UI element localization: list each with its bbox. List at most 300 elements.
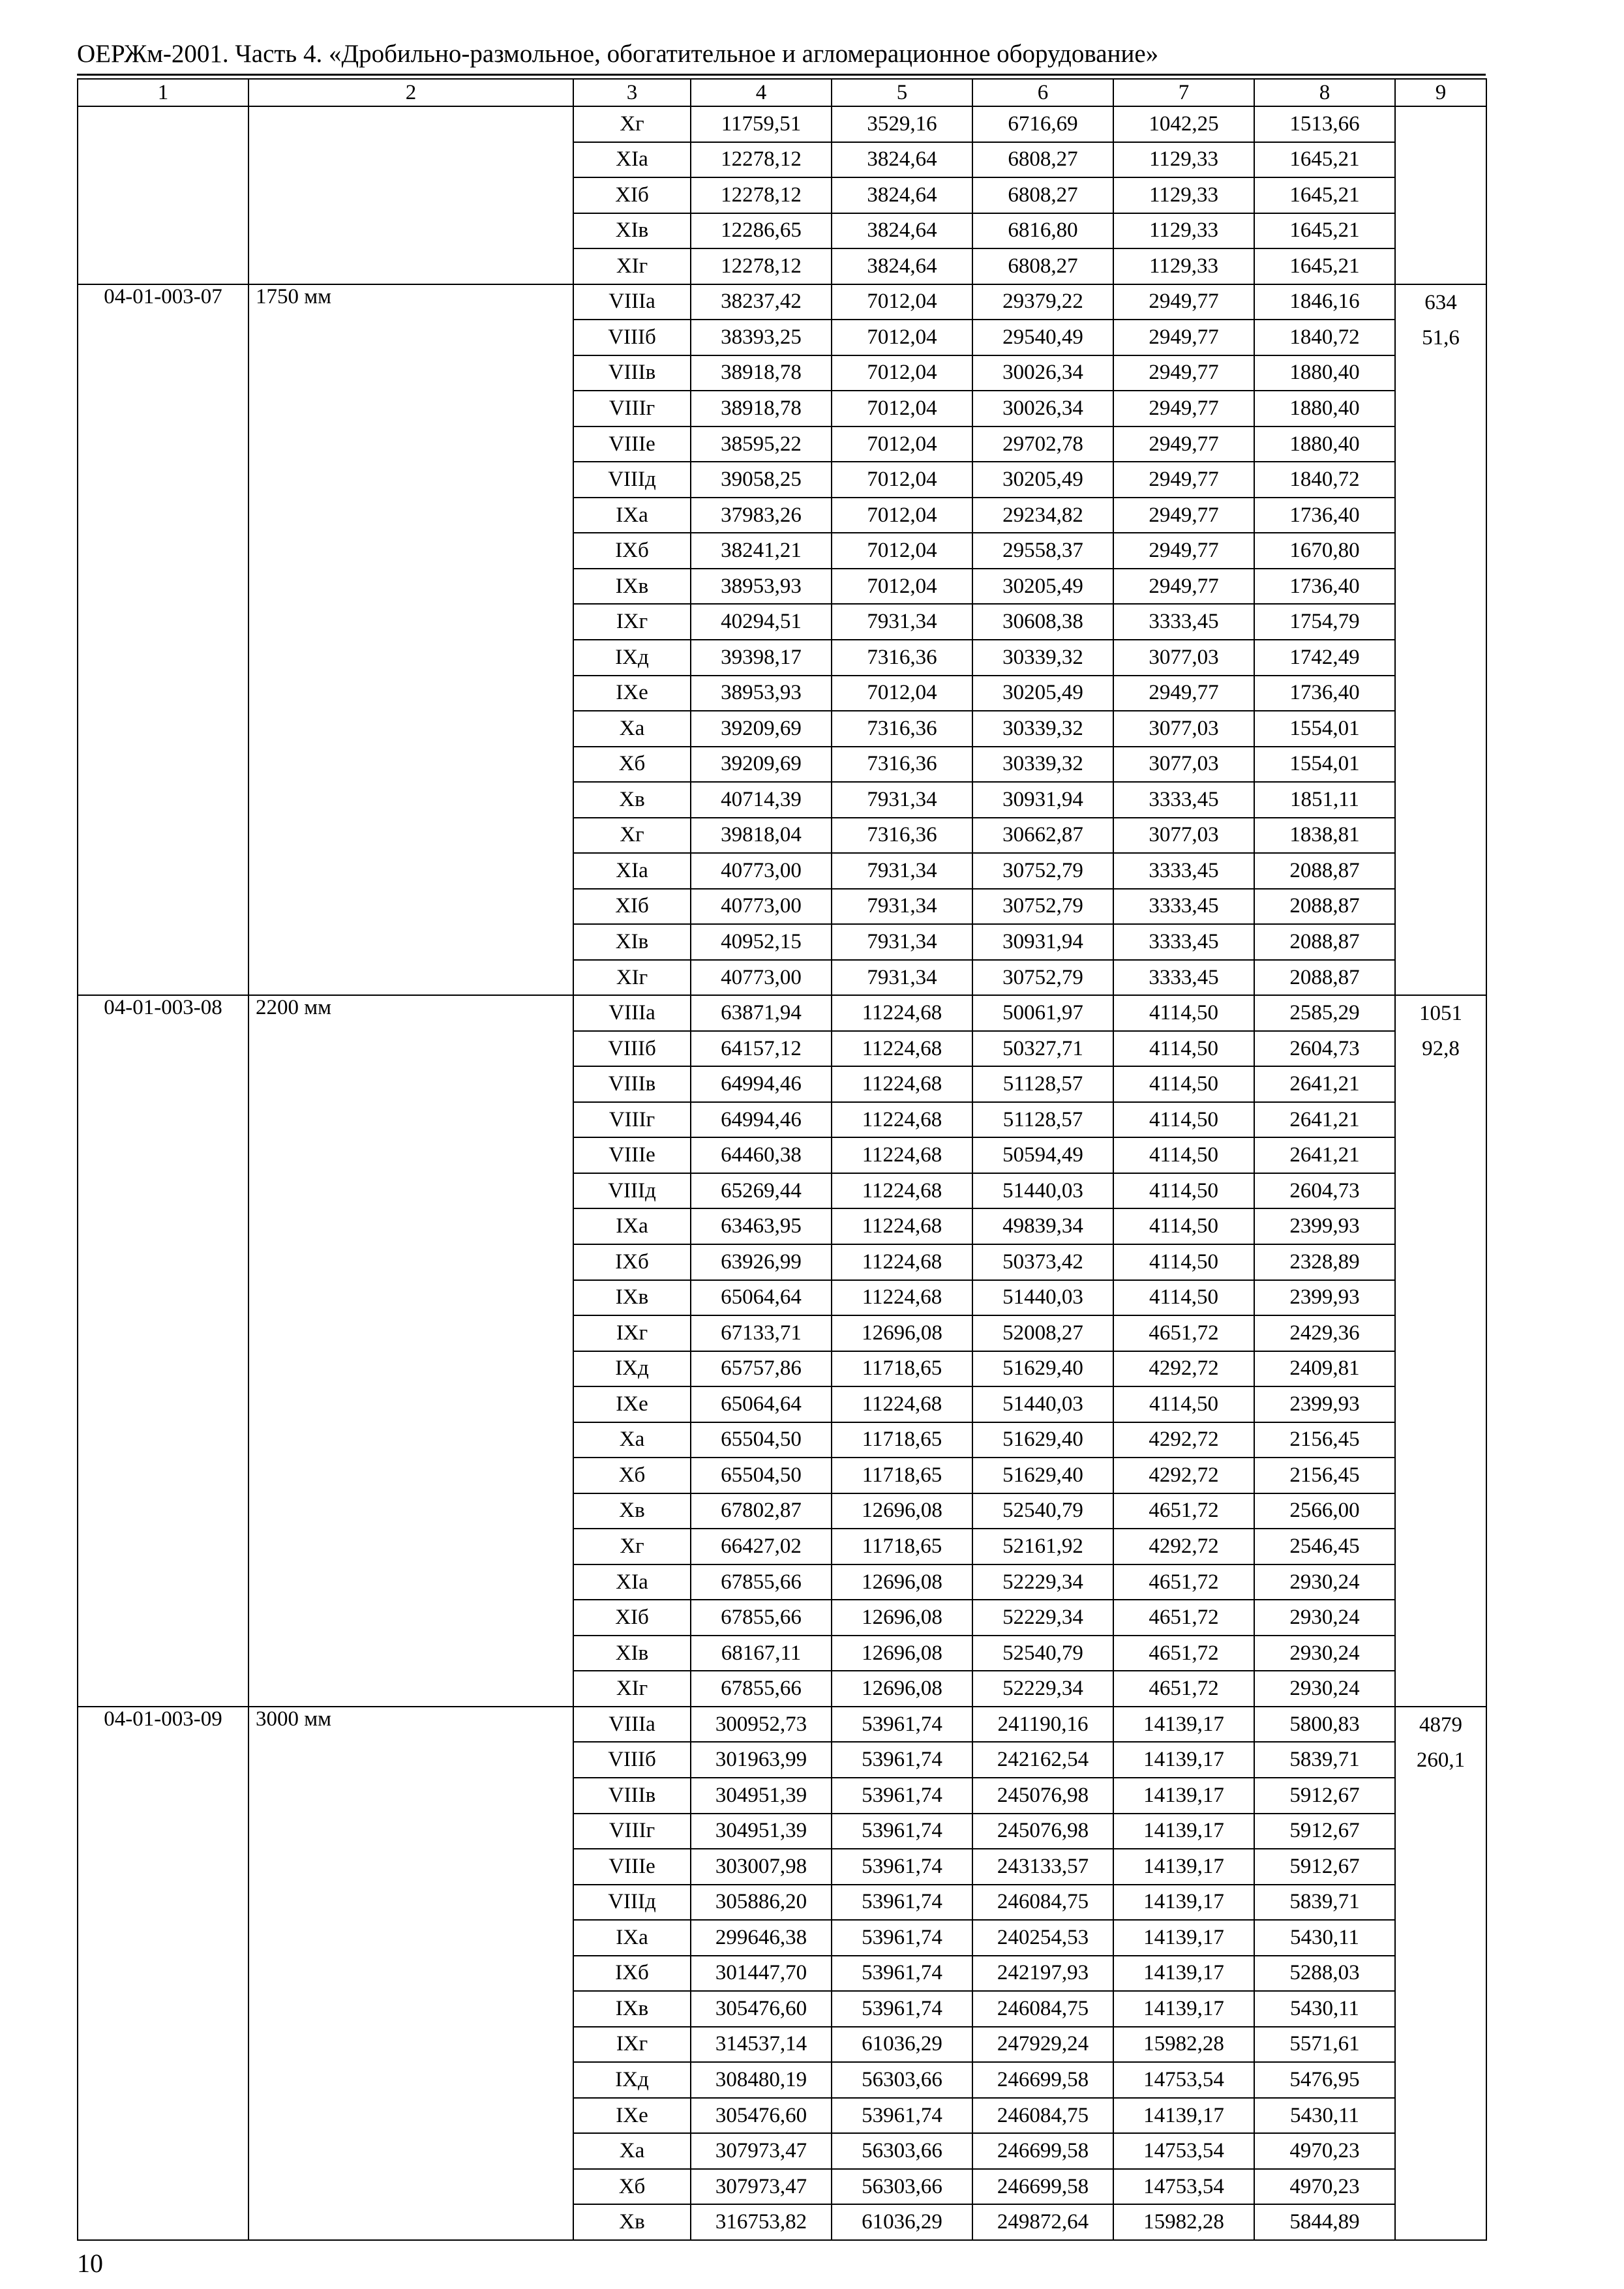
column-number: 3 [573, 79, 691, 106]
value-cell: 4651,72 [1113, 1315, 1254, 1351]
value-cell: 1670,80 [1254, 533, 1395, 569]
value-cell: 30205,49 [972, 676, 1113, 711]
value-cell: 30662,87 [972, 818, 1113, 854]
value-cell: 1645,21 [1254, 213, 1395, 249]
column-number: 4 [691, 79, 832, 106]
value-cell: 40952,15 [691, 924, 832, 960]
value-cell: 5844,89 [1254, 2204, 1395, 2240]
col9-value: 92,8 [1422, 1037, 1460, 1061]
category-cell: VIIIа [573, 284, 691, 320]
value-cell: 314537,14 [691, 2027, 832, 2063]
column-number-row [78, 79, 1486, 106]
value-cell: 39209,69 [691, 711, 832, 747]
category-cell: IXа [573, 498, 691, 533]
value-cell: 6808,27 [972, 248, 1113, 284]
value-cell: 243133,57 [972, 1849, 1113, 1885]
value-cell: 240254,53 [972, 1920, 1113, 1956]
value-cell: 4114,50 [1113, 1031, 1254, 1067]
value-cell: 11224,68 [832, 1208, 972, 1244]
value-cell: 14139,17 [1113, 1885, 1254, 1921]
category-cell: VIIIе [573, 1137, 691, 1173]
value-cell: 65504,50 [691, 1458, 832, 1493]
value-cell: 6716,69 [972, 106, 1113, 142]
value-cell: 3824,64 [832, 213, 972, 249]
category-cell: Xб [573, 747, 691, 783]
value-cell: 63463,95 [691, 1208, 832, 1244]
value-cell: 5912,67 [1254, 1778, 1395, 1814]
value-cell: 12696,08 [832, 1671, 972, 1707]
value-cell: 38393,25 [691, 320, 832, 355]
value-cell: 7931,34 [832, 604, 972, 640]
value-cell: 50061,97 [972, 995, 1113, 1031]
category-cell: VIIIа [573, 1707, 691, 1743]
value-cell: 40773,00 [691, 960, 832, 996]
value-cell: 4114,50 [1113, 1137, 1254, 1173]
value-cell: 4292,72 [1113, 1458, 1254, 1493]
value-cell: 5800,83 [1254, 1707, 1395, 1743]
value-cell: 2156,45 [1254, 1458, 1395, 1493]
value-cell: 29540,49 [972, 320, 1113, 355]
value-cell: 53961,74 [832, 1885, 972, 1921]
category-cell: IXд [573, 1351, 691, 1387]
category-cell: XIв [573, 213, 691, 249]
value-cell: 1513,66 [1254, 106, 1395, 142]
value-cell: 1129,33 [1113, 213, 1254, 249]
value-cell: 4651,72 [1113, 1636, 1254, 1671]
value-cell: 7012,04 [832, 426, 972, 462]
column-number: 5 [832, 79, 972, 106]
category-cell: Xа [573, 711, 691, 747]
value-cell: 53961,74 [832, 2098, 972, 2134]
value-cell: 3077,03 [1113, 818, 1254, 854]
value-cell: 65269,44 [691, 1173, 832, 1209]
value-cell: 40294,51 [691, 604, 832, 640]
value-cell: 241190,16 [972, 1707, 1113, 1743]
value-cell: 7012,04 [832, 569, 972, 605]
page-header: ОЕРЖм-2001. Часть 4. «Дробильно-размольное, обогатительное и агломерационное оборудование» [77, 40, 1159, 68]
value-cell: 30339,32 [972, 640, 1113, 676]
value-cell: 51440,03 [972, 1280, 1113, 1316]
col9-value: 634 [1424, 290, 1457, 314]
value-cell: 38237,42 [691, 284, 832, 320]
value-cell: 307973,47 [691, 2133, 832, 2169]
value-cell: 7012,04 [832, 320, 972, 355]
category-cell: IXа [573, 1208, 691, 1244]
category-cell: XIг [573, 960, 691, 996]
equipment-size: 2200 мм [248, 995, 573, 1707]
value-cell: 3077,03 [1113, 747, 1254, 783]
value-cell: 2088,87 [1254, 889, 1395, 925]
value-cell: 301963,99 [691, 1742, 832, 1778]
category-cell: VIIIд [573, 462, 691, 498]
value-cell: 29234,82 [972, 498, 1113, 533]
value-cell: 14753,54 [1113, 2169, 1254, 2205]
value-cell: 29379,22 [972, 284, 1113, 320]
category-cell: IXб [573, 1244, 691, 1280]
value-cell: 242162,54 [972, 1742, 1113, 1778]
value-cell: 2949,77 [1113, 320, 1254, 355]
value-cell: 5430,11 [1254, 1920, 1395, 1956]
value-cell: 4114,50 [1113, 1066, 1254, 1102]
value-cell: 30931,94 [972, 782, 1113, 818]
value-cell: 15982,28 [1113, 2027, 1254, 2063]
value-cell: 6808,27 [972, 177, 1113, 213]
value-cell: 1645,21 [1254, 142, 1395, 178]
value-cell: 39209,69 [691, 747, 832, 783]
column-number: 7 [1113, 79, 1254, 106]
value-cell: 39818,04 [691, 818, 832, 854]
value-cell: 3824,64 [832, 142, 972, 178]
category-cell: VIIIг [573, 1814, 691, 1849]
table-body [78, 106, 1486, 2240]
category-cell: IXб [573, 533, 691, 569]
category-cell: VIIIб [573, 320, 691, 355]
value-cell: 2546,45 [1254, 1529, 1395, 1564]
value-cell: 3824,64 [832, 248, 972, 284]
value-cell: 38953,93 [691, 676, 832, 711]
value-cell: 2949,77 [1113, 284, 1254, 320]
value-cell: 30026,34 [972, 391, 1113, 426]
value-cell: 1042,25 [1113, 106, 1254, 142]
value-cell: 7012,04 [832, 284, 972, 320]
value-cell: 4651,72 [1113, 1671, 1254, 1707]
value-cell: 12696,08 [832, 1493, 972, 1529]
value-cell: 51629,40 [972, 1458, 1113, 1493]
table-row [78, 995, 1486, 1031]
value-cell: 2585,29 [1254, 995, 1395, 1031]
value-cell: 30752,79 [972, 853, 1113, 889]
value-cell: 66427,02 [691, 1529, 832, 1564]
category-cell: VIIIд [573, 1173, 691, 1209]
category-cell: VIIIе [573, 1849, 691, 1885]
value-cell: 53961,74 [832, 1920, 972, 1956]
value-cell: 1554,01 [1254, 711, 1395, 747]
value-cell: 1880,40 [1254, 391, 1395, 426]
value-cell: 53961,74 [832, 1742, 972, 1778]
value-cell: 14139,17 [1113, 1920, 1254, 1956]
col9-value: 4879 [1419, 1713, 1462, 1737]
value-cell: 1736,40 [1254, 569, 1395, 605]
value-cell: 64994,46 [691, 1102, 832, 1138]
value-cell: 30752,79 [972, 960, 1113, 996]
value-cell: 2429,36 [1254, 1315, 1395, 1351]
value-cell: 2088,87 [1254, 960, 1395, 996]
value-cell: 37983,26 [691, 498, 832, 533]
value-cell: 307973,47 [691, 2169, 832, 2205]
rates-table [77, 78, 1487, 2241]
value-cell: 2328,89 [1254, 1244, 1395, 1280]
value-cell: 7012,04 [832, 391, 972, 426]
category-cell: IXе [573, 2098, 691, 2134]
value-cell: 52540,79 [972, 1636, 1113, 1671]
rate-code [78, 106, 248, 284]
value-cell: 49839,34 [972, 1208, 1113, 1244]
value-cell: 12278,12 [691, 142, 832, 178]
value-cell: 2949,77 [1113, 462, 1254, 498]
value-cell: 51440,03 [972, 1386, 1113, 1422]
value-cell: 5571,61 [1254, 2027, 1395, 2063]
col9-cell [1395, 284, 1486, 996]
value-cell: 39058,25 [691, 462, 832, 498]
value-cell: 14139,17 [1113, 1991, 1254, 2027]
value-cell: 52229,34 [972, 1564, 1113, 1600]
value-cell: 300952,73 [691, 1707, 832, 1743]
category-cell: XIг [573, 1671, 691, 1707]
rate-code: 04-01-003-08 [78, 995, 248, 1707]
value-cell: 2399,93 [1254, 1208, 1395, 1244]
value-cell: 7012,04 [832, 462, 972, 498]
value-cell: 67855,66 [691, 1564, 832, 1600]
value-cell: 5288,03 [1254, 1956, 1395, 1992]
value-cell: 53961,74 [832, 1778, 972, 1814]
value-cell: 246084,75 [972, 1885, 1113, 1921]
value-cell: 305476,60 [691, 1991, 832, 2027]
value-cell: 4114,50 [1113, 1102, 1254, 1138]
value-cell: 2949,77 [1113, 426, 1254, 462]
value-cell: 52161,92 [972, 1529, 1113, 1564]
value-cell: 3529,16 [832, 106, 972, 142]
value-cell: 11224,68 [832, 1244, 972, 1280]
value-cell: 2930,24 [1254, 1636, 1395, 1671]
value-cell: 5912,67 [1254, 1849, 1395, 1885]
value-cell: 11718,65 [832, 1351, 972, 1387]
value-cell: 51128,57 [972, 1066, 1113, 1102]
value-cell: 30608,38 [972, 604, 1113, 640]
value-cell: 245076,98 [972, 1814, 1113, 1849]
value-cell: 63871,94 [691, 995, 832, 1031]
value-cell: 3333,45 [1113, 889, 1254, 925]
value-cell: 11224,68 [832, 1173, 972, 1209]
value-cell: 30205,49 [972, 462, 1113, 498]
category-cell: IXв [573, 1280, 691, 1316]
value-cell: 4292,72 [1113, 1351, 1254, 1387]
category-cell: IXг [573, 2027, 691, 2063]
value-cell: 4651,72 [1113, 1493, 1254, 1529]
table-row [78, 284, 1486, 320]
value-cell: 51440,03 [972, 1173, 1113, 1209]
col9-value: 260,1 [1416, 1748, 1466, 1773]
category-cell: XIа [573, 853, 691, 889]
value-cell: 4114,50 [1113, 1208, 1254, 1244]
value-cell: 65064,64 [691, 1280, 832, 1316]
category-cell: VIIIб [573, 1031, 691, 1067]
col9-value: 51,6 [1422, 325, 1460, 350]
category-cell: VIIIг [573, 391, 691, 426]
value-cell: 14753,54 [1113, 2133, 1254, 2169]
value-cell: 2604,73 [1254, 1173, 1395, 1209]
column-number: 8 [1254, 79, 1395, 106]
equipment-size [248, 106, 573, 284]
value-cell: 65064,64 [691, 1386, 832, 1422]
column-number: 9 [1395, 79, 1486, 106]
value-cell: 40714,39 [691, 782, 832, 818]
value-cell: 303007,98 [691, 1849, 832, 1885]
value-cell: 67133,71 [691, 1315, 832, 1351]
value-cell: 308480,19 [691, 2062, 832, 2098]
value-cell: 7012,04 [832, 533, 972, 569]
value-cell: 50327,71 [972, 1031, 1113, 1067]
value-cell: 3333,45 [1113, 853, 1254, 889]
value-cell: 53961,74 [832, 1991, 972, 2027]
value-cell: 56303,66 [832, 2133, 972, 2169]
value-cell: 1645,21 [1254, 248, 1395, 284]
category-cell: IXв [573, 1991, 691, 2027]
col9-cell [1395, 995, 1486, 1707]
value-cell: 2949,77 [1113, 391, 1254, 426]
value-cell: 51629,40 [972, 1422, 1113, 1458]
category-cell: VIIIе [573, 426, 691, 462]
value-cell: 12696,08 [832, 1315, 972, 1351]
value-cell: 305476,60 [691, 2098, 832, 2134]
value-cell: 67802,87 [691, 1493, 832, 1529]
value-cell: 1554,01 [1254, 747, 1395, 783]
value-cell: 2566,00 [1254, 1493, 1395, 1529]
value-cell: 7316,36 [832, 818, 972, 854]
value-cell: 52229,34 [972, 1600, 1113, 1636]
value-cell: 67855,66 [691, 1671, 832, 1707]
category-cell: IXв [573, 569, 691, 605]
value-cell: 299646,38 [691, 1920, 832, 1956]
value-cell: 2949,77 [1113, 676, 1254, 711]
value-cell: 14139,17 [1113, 1849, 1254, 1885]
value-cell: 3333,45 [1113, 924, 1254, 960]
value-cell: 38595,22 [691, 426, 832, 462]
value-cell: 305886,20 [691, 1885, 832, 1921]
value-cell: 1645,21 [1254, 177, 1395, 213]
value-cell: 30931,94 [972, 924, 1113, 960]
value-cell: 2088,87 [1254, 924, 1395, 960]
value-cell: 14139,17 [1113, 1814, 1254, 1849]
value-cell: 5912,67 [1254, 1814, 1395, 1849]
value-cell: 11224,68 [832, 1137, 972, 1173]
value-cell: 7316,36 [832, 640, 972, 676]
value-cell: 11718,65 [832, 1529, 972, 1564]
value-cell: 65757,86 [691, 1351, 832, 1387]
value-cell: 7931,34 [832, 960, 972, 996]
category-cell: VIIIв [573, 1778, 691, 1814]
value-cell: 1742,49 [1254, 640, 1395, 676]
value-cell: 53961,74 [832, 1956, 972, 1992]
category-cell: VIIIд [573, 1885, 691, 1921]
value-cell: 1851,11 [1254, 782, 1395, 818]
value-cell: 7316,36 [832, 711, 972, 747]
category-cell: Xв [573, 2204, 691, 2240]
value-cell: 2930,24 [1254, 1564, 1395, 1600]
value-cell: 5430,11 [1254, 1991, 1395, 2027]
value-cell: 61036,29 [832, 2027, 972, 2063]
value-cell: 11224,68 [832, 1031, 972, 1067]
col9-value: 1051 [1419, 1002, 1462, 1026]
value-cell: 51629,40 [972, 1351, 1113, 1387]
value-cell: 4114,50 [1113, 995, 1254, 1031]
category-cell: Xб [573, 1458, 691, 1493]
value-cell: 15982,28 [1113, 2204, 1254, 2240]
value-cell: 245076,98 [972, 1778, 1113, 1814]
value-cell: 246699,58 [972, 2169, 1113, 2205]
value-cell: 2949,77 [1113, 533, 1254, 569]
category-cell: VIIIа [573, 995, 691, 1031]
value-cell: 246699,58 [972, 2062, 1113, 2098]
value-cell: 30339,32 [972, 711, 1113, 747]
value-cell: 12696,08 [832, 1600, 972, 1636]
category-cell: IXб [573, 1956, 691, 1992]
value-cell: 304951,39 [691, 1778, 832, 1814]
value-cell: 4114,50 [1113, 1244, 1254, 1280]
value-cell: 30752,79 [972, 889, 1113, 925]
value-cell: 2088,87 [1254, 853, 1395, 889]
value-cell: 1736,40 [1254, 676, 1395, 711]
category-cell: VIIIг [573, 1102, 691, 1138]
table-row [78, 1707, 1486, 1743]
category-cell: XIа [573, 142, 691, 178]
value-cell: 2930,24 [1254, 1671, 1395, 1707]
value-cell: 2930,24 [1254, 1600, 1395, 1636]
category-cell: XIв [573, 1636, 691, 1671]
value-cell: 2156,45 [1254, 1422, 1395, 1458]
value-cell: 11224,68 [832, 1280, 972, 1316]
value-cell: 40773,00 [691, 853, 832, 889]
value-cell: 3333,45 [1113, 604, 1254, 640]
category-cell: Xв [573, 782, 691, 818]
value-cell: 1129,33 [1113, 177, 1254, 213]
category-cell: VIIIв [573, 1066, 691, 1102]
value-cell: 1880,40 [1254, 426, 1395, 462]
value-cell: 1129,33 [1113, 142, 1254, 178]
value-cell: 1754,79 [1254, 604, 1395, 640]
value-cell: 52229,34 [972, 1671, 1113, 1707]
column-number: 1 [78, 79, 248, 106]
value-cell: 2409,81 [1254, 1351, 1395, 1387]
value-cell: 7012,04 [832, 355, 972, 391]
value-cell: 61036,29 [832, 2204, 972, 2240]
value-cell: 64460,38 [691, 1137, 832, 1173]
value-cell: 14139,17 [1113, 1778, 1254, 1814]
rate-code: 04-01-003-09 [78, 1707, 248, 2240]
page-number: 10 [77, 2249, 103, 2278]
header-rule [77, 74, 1486, 76]
value-cell: 4970,23 [1254, 2133, 1395, 2169]
value-cell: 2641,21 [1254, 1102, 1395, 1138]
value-cell: 1840,72 [1254, 462, 1395, 498]
value-cell: 247929,24 [972, 2027, 1113, 2063]
value-cell: 51128,57 [972, 1102, 1113, 1138]
value-cell: 3077,03 [1113, 640, 1254, 676]
value-cell: 14139,17 [1113, 2098, 1254, 2134]
category-cell: IXд [573, 640, 691, 676]
category-cell: Xг [573, 1529, 691, 1564]
value-cell: 5430,11 [1254, 2098, 1395, 2134]
category-cell: Xг [573, 818, 691, 854]
category-cell: IXд [573, 2062, 691, 2098]
value-cell: 3333,45 [1113, 960, 1254, 996]
value-cell: 1838,81 [1254, 818, 1395, 854]
value-cell: 52008,27 [972, 1315, 1113, 1351]
value-cell: 4970,23 [1254, 2169, 1395, 2205]
value-cell: 1880,40 [1254, 355, 1395, 391]
value-cell: 4651,72 [1113, 1564, 1254, 1600]
value-cell: 53961,74 [832, 1814, 972, 1849]
value-cell: 7931,34 [832, 782, 972, 818]
col9-cell [1395, 1707, 1486, 2240]
value-cell: 50373,42 [972, 1244, 1113, 1280]
value-cell: 249872,64 [972, 2204, 1113, 2240]
value-cell: 11224,68 [832, 1066, 972, 1102]
value-cell: 38953,93 [691, 569, 832, 605]
value-cell: 2949,77 [1113, 498, 1254, 533]
value-cell: 316753,82 [691, 2204, 832, 2240]
value-cell: 64157,12 [691, 1031, 832, 1067]
value-cell: 2604,73 [1254, 1031, 1395, 1067]
